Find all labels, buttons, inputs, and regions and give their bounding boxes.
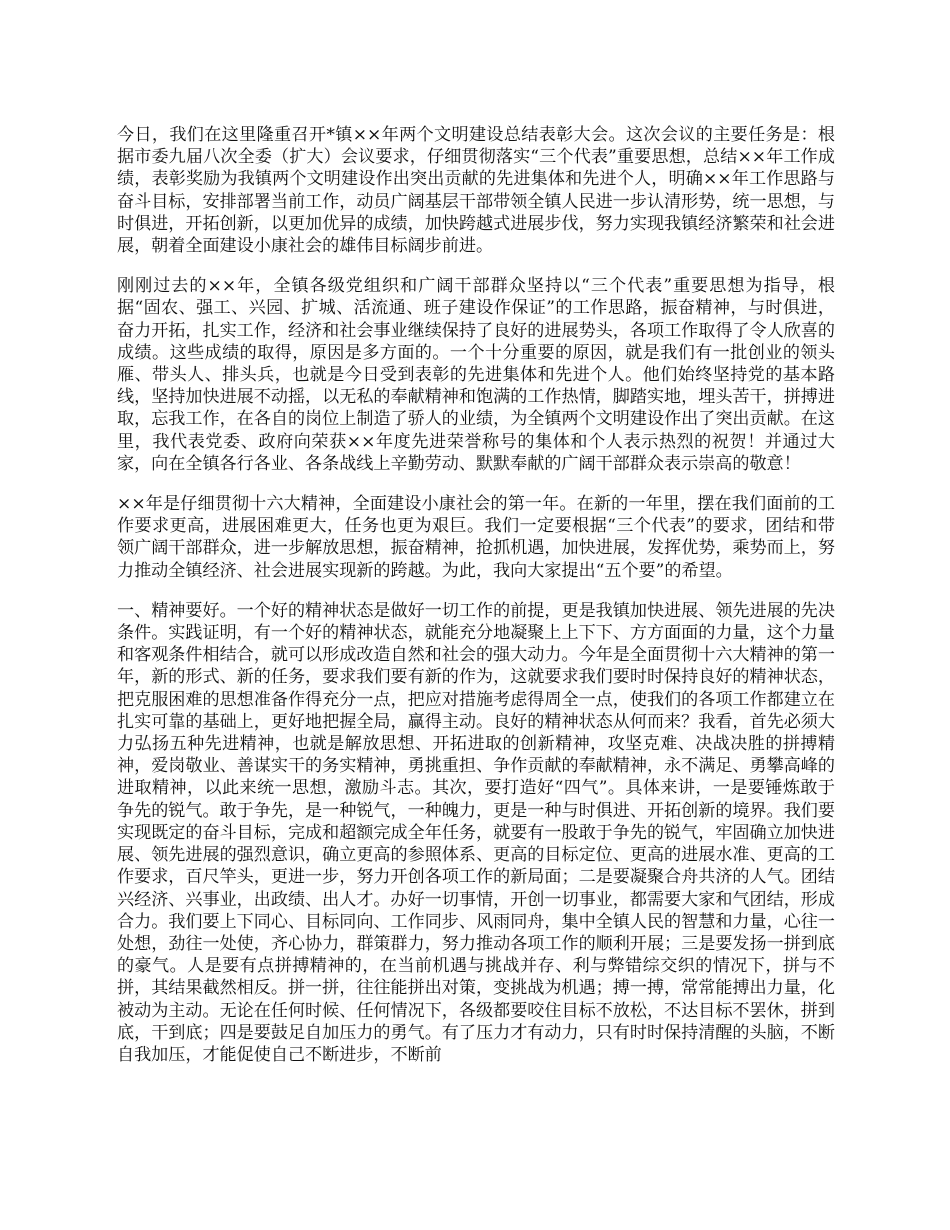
paragraph-opening: 今日，我们在这里隆重召开*镇××年两个文明建设总结表彰大会。这次会议的主要任务是：根据市委九届八次全委（扩大）会议要求，仔细贯彻落实“三个代表”重要思想，总结××年工作成绩，表彰奖励为我镇两个文明建设作出突出贡献的先进集体和先进个人，明确××年工作思路与奋斗目标，安排部署当前工作，动员广阔基层干部带领全镇人民进一步认清形势，统一思想，与时俱进，开拓创新，以更加优异的成绩，加快跨越式进展步伐，努力实现我镇经济繁荣和社会进展，朝着全面建设小康社会的雄伟目标阔步前进。 — [117, 125, 835, 257]
paragraph-new-year: ××年是仔细贯彻十六大精神，全面建设小康社会的第一年。在新的一年里，摆在我们面前的工作要求更高，进展困难更大，任务也更为艰巨。我们一定要根据“三个代表”的要求，团结和带领广阔干部群众，进一步解放思想，振奋精神，抢抓机遇，加快进展，发挥优势，乘势而上，努力推动全镇经济、社会进展实现新的跨越。为此，我向大家提出“五个要”的希望。 — [117, 494, 835, 581]
document-body — [117, 124, 835, 1084]
paragraph-spirit: 一、精神要好。一个好的精神状态是做好一切工作的前提，更是我镇加快进展、领先进展的先决条件。实践证明，有一个好的精神状态，就能充分地凝聚上上下下、方方面面的力量，这个力量和客观条件相结合，就可以形成改造自然和社会的强大动力。今年是全面贯彻十六大精神的第一年，新的形式、新的任务，要求我们要有新的作为，这就要求我们要时时保持良好的精神状态，把克服困难的思想准备作得充分一点，把应对措施考虑得周全一点，使我们的各项工作都建立在扎实可靠的基础上，更好地把握全局，赢得主动。良好的精神状态从何而来？我看，首先必须大力弘扬五种先进精神，也就是解放思想、开拓进取的创新精神，攻坚克难、决战决胜的拼搏精神，爱岗敬业、善谋实干的务实精神，勇挑重担、争作贡献的奉献精神，永不满足、勇攀高峰的进取精神，以此来统一思想，激励斗志。其次，要打造好“四气”。具体来讲，一是要锤炼敢于争先的锐气。敢于争先，是一种锐气，一种魄力，更是一种与时俱进、开拓创新的境界。我们要实现既定的奋斗目标，完成和超额完成全年任务，就要有一股敢于争先的锐气，牢固确立加快进展、领先进展的强烈意识，确立更高的参照体系、更高的目标定位、更高的进展水准、更高的工作要求，百尺竿头，更进一步，努力开创各项工作的新局面；二是要凝聚合舟共济的人气。团结兴经济、兴事业，出政绩、出人才。办好一切事情，开创一切事业，都需要大家和气团结，形成合力。我们要上下同心、目标同向、工作同步、风雨同舟，集中全镇人民的智慧和力量，心往一处想，劲往一处使，齐心协力，群策群力，努力推动各项工作的顺利开展；三是要发扬一拼到底的豪气。人是要有点拼搏精神的，在当前机遇与挑战并存、利与弊错综交织的情况下，拼与不拼，其结果截然相反。拼一拼，往往能拼出对策，变挑战为机遇；搏一搏，常常能搏出力量，化被动为主动。无论在任何时候、任何情况下，各级都要咬住目标不放松，不达目标不罢休，拼到底，干到底；四是要鼓足自加压力的勇气。有了压力才有动力，只有时时保持清醒的头脑，不断自我加压，才能促使自己不断进步，不断前 — [117, 600, 835, 1065]
paragraph-achievements: 刚刚过去的××年，全镇各级党组织和广阔干部群众坚持以“三个代表”重要思想为指导，根据“固农、强工、兴园、扩城、活流通、班子建设作保证”的工作思路，振奋精神，与时俱进，奋力开拓，扎实工作，经济和社会事业继续保持了良好的进展势头，各项工作取得了令人欣喜的成绩。这些成绩的取得，原因是多方面的。一个十分重要的原因，就是我们有一批创业的领头雁、带头人、排头兵，也就是今日受到表彰的先进集体和先进个人。他们始终坚持党的基本路线，坚持加快进展不动摇，以无私的奉献精神和饱满的工作热情，脚踏实地，埋头苦干，拼搏进取，忘我工作，在各自的岗位上制造了骄人的业绩，为全镇两个文明建设作出了突出贡献。在这里，我代表党委、政府向荣获××年度先进荣誉称号的集体和个人表示热烈的祝贺！并通过大家，向在全镇各行各业、各条战线上辛勤劳动、默默奉献的广阔干部群众表示崇高的敬意！ — [117, 276, 835, 474]
